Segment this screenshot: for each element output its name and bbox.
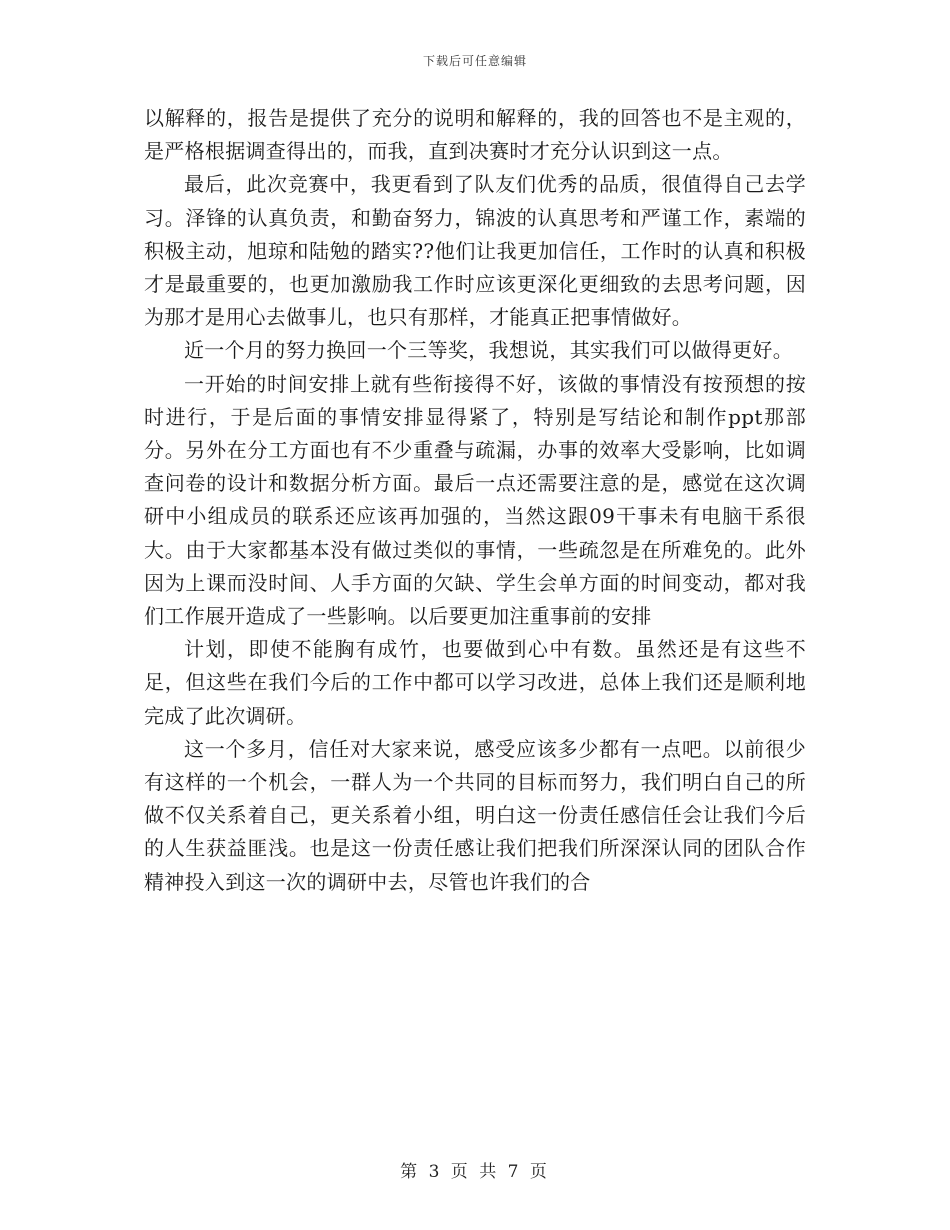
paragraph-2: 最后，此次竞赛中，我更看到了队友们优秀的品质，很值得自己去学习。泽锋的认真负责，和勤奋努力，锦波的认真思考和严谨工作，素端的积极主动，旭琼和陆勉的踏实??他们让我更加信任，工作时的认真和积极才是最重要的，也更加激励我工作时应该更深化更细致的去思考问题，因为那才是用心去做事儿，也只有那样，才能真正把事情做好。 xyxy=(144,172,806,330)
paragraph-4: 一开始的时间安排上就有些衔接得不好，该做的事情没有按预想的按时进行，于是后面的事情安排显得紧了，特别是写结论和制作ppt那部分。另外在分工方面也有不少重叠与疏漏，办事的效率大受影响，比如调查问卷的设计和数据分析方面。最后一点还需要注意的是，感觉在这次调研中小组成员的联系还应该再加强的，当然这跟09干事未有电脑干系很大。由于大家都基本没有做过类似的事情，一些疏忽是在所难免的。此外因为上课而没时间、人手方面的欠缺、学生会单方面的时间变动，都对我们工作展开造成了一些影响。以后要更加注重事前的安排 xyxy=(144,371,806,629)
document-body xyxy=(144,102,806,899)
paragraph-1: 以解释的，报告是提供了充分的说明和解释的，我的回答也不是主观的，是严格根据调查得出的，而我，直到决赛时才充分认识到这一点。 xyxy=(144,106,806,164)
paragraph-5: 计划，即使不能胸有成竹，也要做到心中有数。虽然还是有这些不足，但这些在我们今后的工作中都可以学习改进，总体上我们还是顺利地完成了此次调研。 xyxy=(144,637,806,728)
paragraph-6: 这一个多月，信任对大家来说，感受应该多少都有一点吧。以前很少有这样的一个机会，一群人为一个共同的目标而努力，我们明白自己的所做不仅关系着自己，更关系着小组，明白这一份责任感信任会让我们今后的人生获益匪浅。也是这一份责任感让我们把我们所深深认同的团队合作精神投入到这一次的调研中去，尽管也许我们的合 xyxy=(144,736,806,894)
page-header: 下载后可任意编辑 xyxy=(422,54,527,68)
page-footer: 第 3 页 共 7 页 xyxy=(400,1162,550,1182)
paragraph-3: 近一个月的努力换回一个三等奖，我想说，其实我们可以做得更好。 xyxy=(184,338,793,363)
